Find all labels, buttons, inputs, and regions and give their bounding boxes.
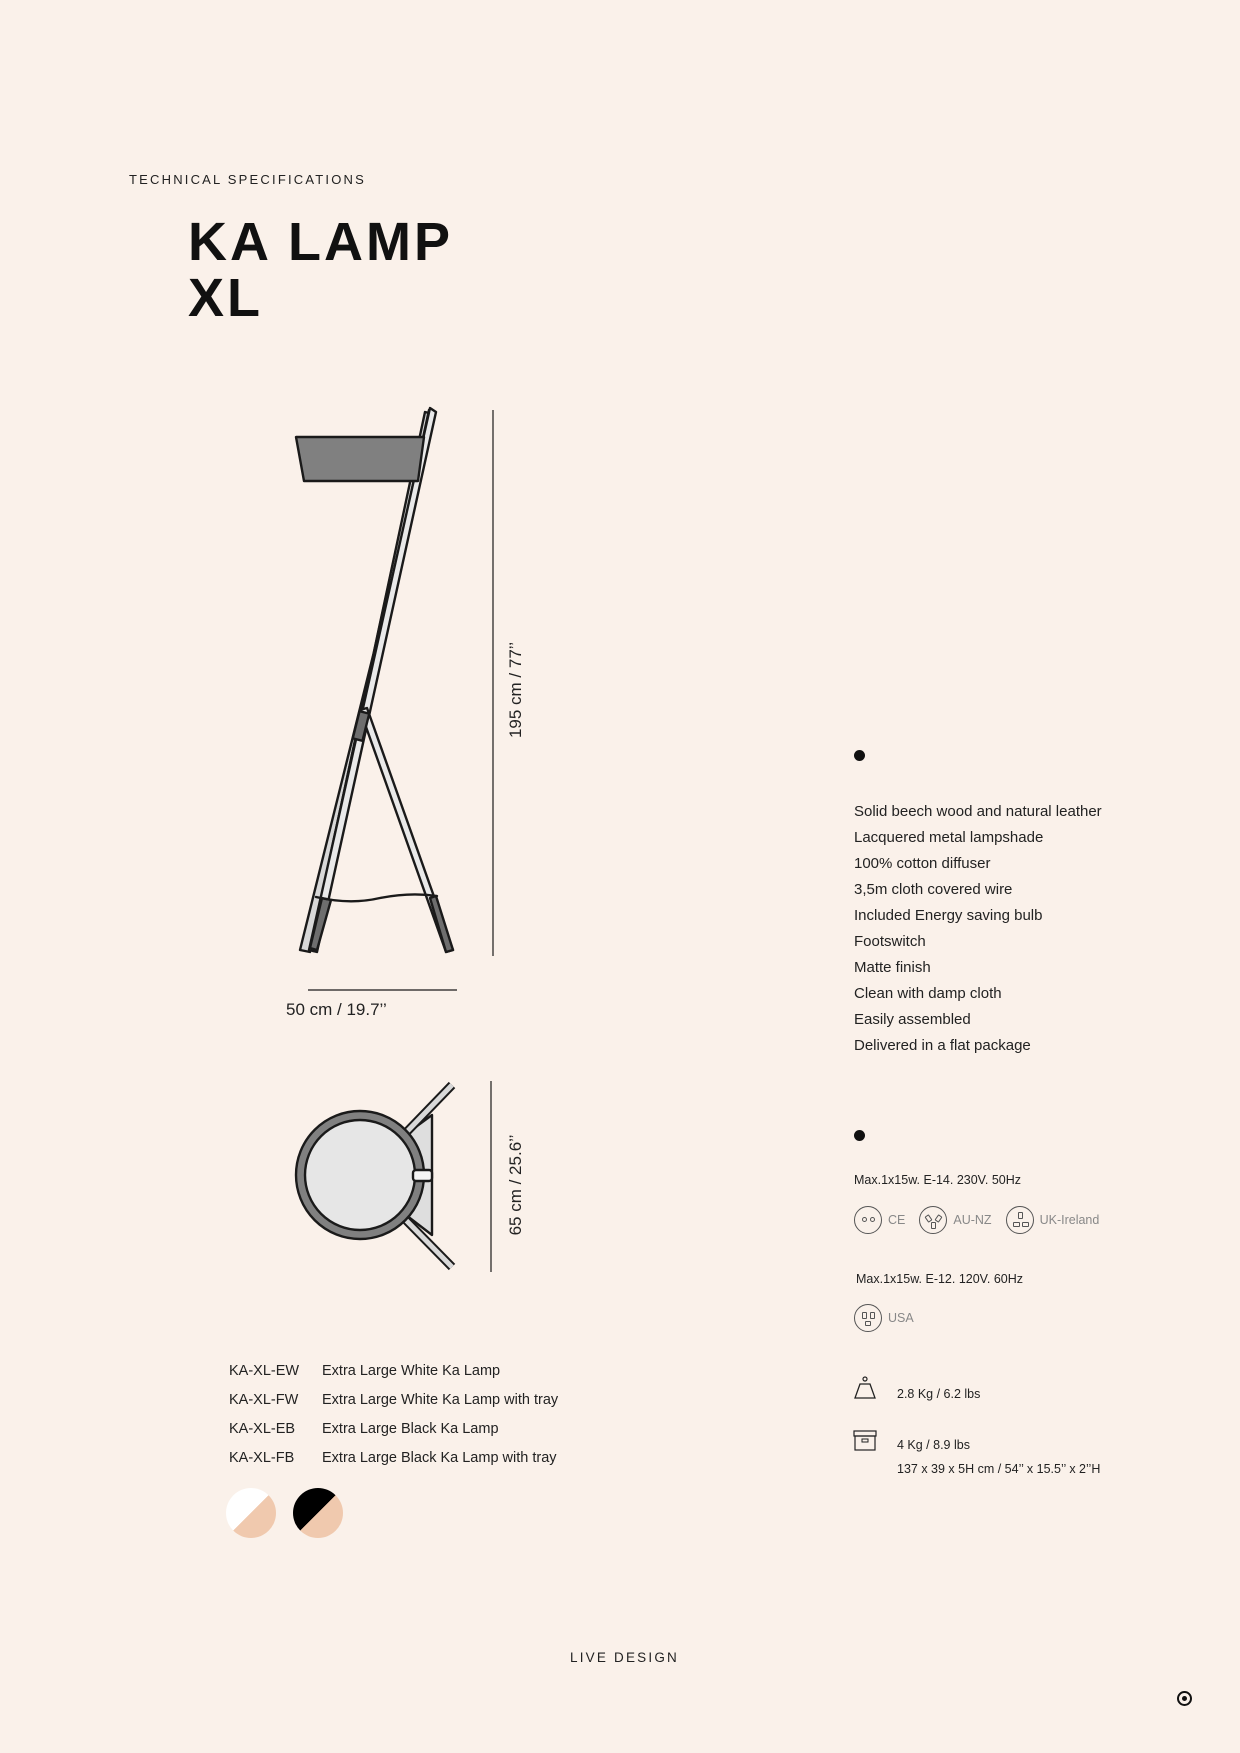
lampshade xyxy=(296,437,424,481)
model-code: KA-XL-FW xyxy=(229,1392,299,1408)
width-dimension: 50 cm / 19.7’’ xyxy=(286,1000,387,1019)
white-beech-swatch xyxy=(226,1488,276,1538)
plug-label: AU-NZ xyxy=(953,1213,992,1227)
eu-plugs xyxy=(854,1206,1099,1234)
plug-ce xyxy=(854,1206,905,1234)
plug-au-nz xyxy=(919,1206,991,1234)
list-item xyxy=(229,1386,558,1415)
eu-spec: Max.1x15w. E-14. 230V. 50Hz xyxy=(854,1173,1021,1187)
model-name: Extra Large Black Ka Lamp xyxy=(322,1421,499,1437)
plug-uk-ireland-icon xyxy=(1006,1206,1034,1234)
lamp-top-view xyxy=(296,1085,452,1267)
plug-uk-ireland xyxy=(1006,1206,1100,1234)
feature-item: Footswitch xyxy=(854,933,926,950)
features-bullet xyxy=(854,750,865,761)
plug-ce-icon xyxy=(854,1206,882,1234)
plug-label: CE xyxy=(888,1213,906,1227)
plug-usa-icon xyxy=(854,1304,882,1332)
plug-label: UK-Ireland xyxy=(1039,1213,1100,1227)
brand-logo-icon xyxy=(1177,1691,1192,1706)
package-icon xyxy=(853,1430,877,1452)
model-name: Extra Large White Ka Lamp xyxy=(322,1363,501,1379)
feature-item: Matte finish xyxy=(854,959,931,976)
us-spec: Max.1x15w. E-12. 120V. 60Hz xyxy=(856,1272,1023,1286)
black-beech-swatch xyxy=(293,1488,343,1538)
model-list xyxy=(229,1357,558,1473)
feature-item: Clean with damp cloth xyxy=(854,985,1002,1002)
model-code: KA-XL-EW xyxy=(229,1363,300,1379)
list-item xyxy=(229,1415,558,1444)
model-code: KA-XL-EB xyxy=(229,1421,296,1437)
model-name: Extra Large Black Ka Lamp with tray xyxy=(322,1450,557,1466)
product-weight: 2.8 Kg / 6.2 lbs xyxy=(897,1387,981,1401)
feature-item: Solid beech wood and natural leather xyxy=(854,803,1102,820)
model-name: Extra Large White Ka Lamp with tray xyxy=(322,1392,559,1408)
plug-au-nz-icon xyxy=(919,1206,947,1234)
plug-label: USA xyxy=(888,1311,914,1325)
us-plugs xyxy=(854,1304,914,1332)
plug-usa xyxy=(854,1304,914,1332)
feature-item: Easily assembled xyxy=(854,1011,971,1028)
title-line-2: XL xyxy=(188,268,264,328)
model-code: KA-XL-FB xyxy=(229,1450,295,1466)
package-weight: 4 Kg / 8.9 lbs xyxy=(897,1438,970,1452)
list-item xyxy=(229,1357,558,1386)
feature-item: Included Energy saving bulb xyxy=(854,907,1043,924)
height-dimension: 195 cm / 77’’ xyxy=(506,641,525,739)
eyebrow-label: TECHNICAL SPECIFICATIONS xyxy=(129,172,366,187)
list-item xyxy=(229,1444,558,1473)
feature-item: 100% cotton diffuser xyxy=(854,855,991,872)
brand-footer: LIVE DESIGN xyxy=(570,1650,679,1665)
title-line-1: KA LAMP xyxy=(188,212,453,272)
feature-item: 3,5m cloth covered wire xyxy=(854,881,1013,898)
feature-item: Lacquered metal lampshade xyxy=(854,829,1044,846)
lamp-side-view xyxy=(296,408,453,952)
depth-dimension: 65 cm / 25.6’’ xyxy=(506,1134,525,1236)
features-list xyxy=(854,799,1102,1059)
feature-item: Delivered in a flat package xyxy=(854,1037,1031,1054)
weight-icon xyxy=(853,1376,877,1400)
package-size: 137 x 39 x 5H cm / 54’’ x 15.5’’ x 2’’H xyxy=(897,1462,1101,1476)
electrical-bullet xyxy=(854,1130,865,1141)
